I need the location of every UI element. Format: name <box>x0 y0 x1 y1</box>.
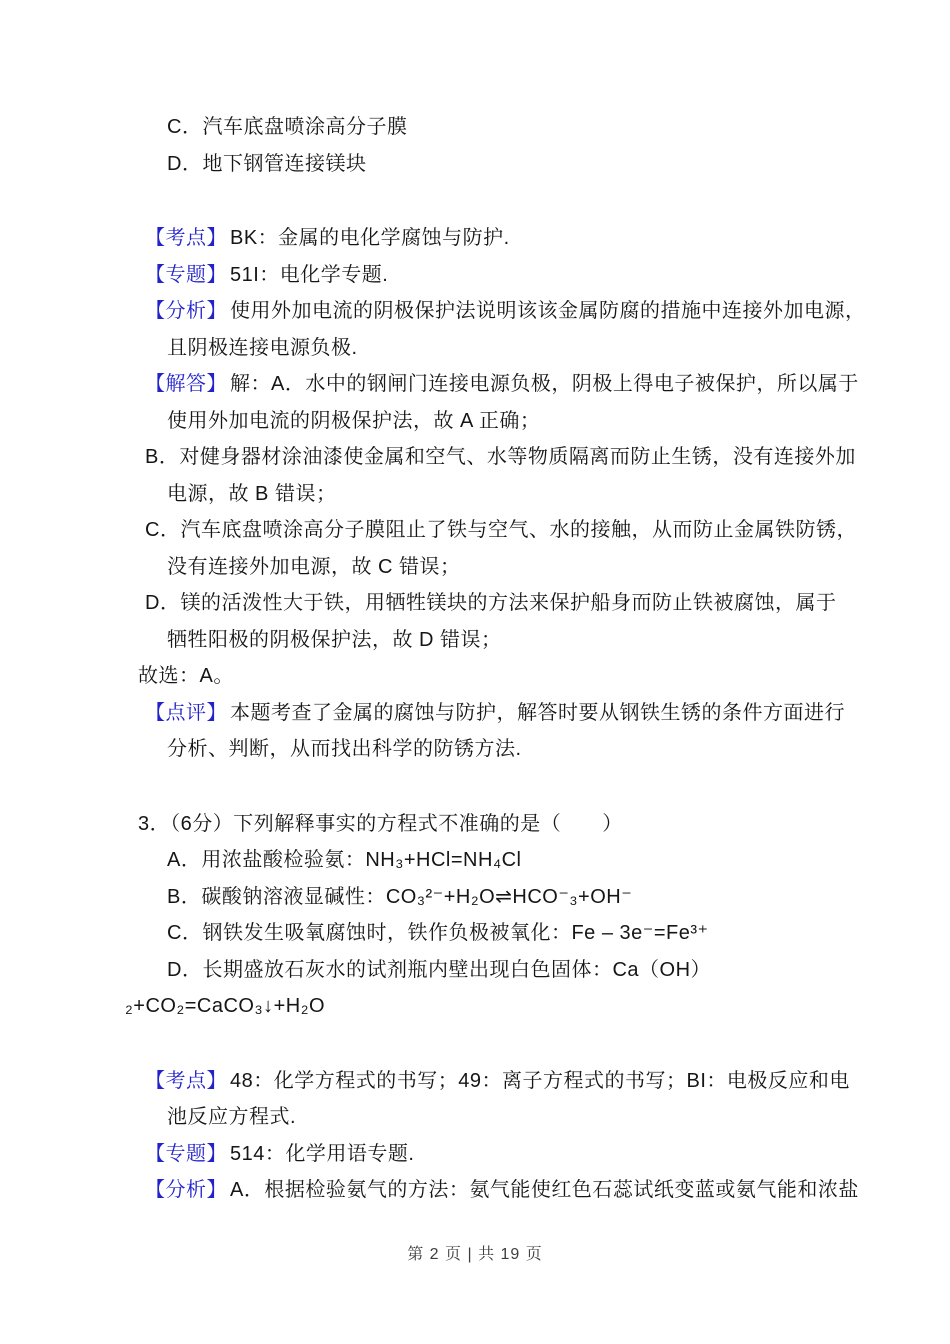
annotation-tag: 【点评】 <box>145 701 227 724</box>
annotation-tag: 【专题】 <box>145 263 227 286</box>
text-line <box>167 549 825 586</box>
page-number-label: 第 2 页 | 共 19 页 <box>407 1246 543 1263</box>
line-text: 牺牲阳极的阴极保护法，故 D 错误； <box>167 628 502 651</box>
text-line <box>167 622 825 659</box>
annotation-tag: 【解答】 <box>145 373 227 395</box>
annotation-line <box>145 1136 825 1173</box>
text-line <box>138 658 825 695</box>
annotation-line <box>145 257 825 294</box>
annotation-line <box>145 695 845 732</box>
text-line <box>167 403 825 440</box>
line-text: C．汽车底盘喷涂高分子膜阻止了铁与空气、水的接触，从而防止金属铁防锈， <box>145 519 857 541</box>
line-text: C．汽车底盘喷涂高分子膜 <box>167 116 408 138</box>
line-text: 分析、判断，从而找出科学的防锈方法. <box>167 738 522 760</box>
text-line <box>145 512 857 549</box>
line-text: 故选：A。 <box>138 665 234 687</box>
line-text: D．长期盛放石灰水的试剂瓶内壁出现白色固体：Ca（OH） <box>167 958 712 981</box>
line-text: 电源，故 B 错误； <box>167 482 337 505</box>
line-text: 没有连接外加电源，故 C 错误； <box>167 555 461 578</box>
annotation-line <box>145 220 825 257</box>
annotation-line <box>145 1172 859 1209</box>
text-line <box>167 879 825 916</box>
text-line <box>125 988 825 1025</box>
line-text: D．镁的活泼性大于铁，用牺牲镁块的方法来保护船身而防止铁被腐蚀，属于 <box>145 592 837 614</box>
line-text: BK：金属的电化学腐蚀与防护. <box>230 227 510 249</box>
annotation-tag: 【专题】 <box>145 1142 227 1165</box>
line-text: 解：A．水中的钢闸门连接电源负极，阴极上得电子被保护，所以属于 <box>230 373 859 395</box>
annotation-line <box>145 1063 850 1100</box>
line-text: 且阴极连接电源负极. <box>167 336 358 359</box>
text-line <box>167 1099 825 1136</box>
text-line <box>167 146 825 183</box>
line-text: 本题考查了金属的腐蚀与防护，解答时要从钢铁生锈的条件方面进行 <box>230 701 845 724</box>
text-line <box>145 439 856 476</box>
line-text: 514：化学用语专题. <box>230 1142 415 1165</box>
annotation-line <box>145 366 859 403</box>
page-footer <box>0 1244 950 1266</box>
annotation-tag: 【分析】 <box>145 1179 227 1201</box>
line-text: A．根据检验氨气的方法：氨气能使红色石蕊试纸变蓝或氨气能和浓盐 <box>230 1179 859 1201</box>
text-line <box>167 109 825 146</box>
annotation-tag: 【考点】 <box>145 1069 227 1092</box>
line-text: 48：化学方程式的书写；49：离子方程式的书写；BI：电极反应和电 <box>230 1069 850 1092</box>
line-text: 使用外加电流的阴极保护法，故 A 正确； <box>167 409 541 432</box>
text-line <box>167 842 825 879</box>
annotation-tag: 【考点】 <box>145 227 227 249</box>
line-text: A．用浓盐酸检验氨：NH₃+HCl=NH₄Cl <box>167 849 522 871</box>
line-text: D．地下钢管连接镁块 <box>167 152 367 175</box>
line-text: 使用外加电流的阴极保护法说明该该金属防腐的措施中连接外加电源， <box>230 300 866 322</box>
document-lines <box>125 109 866 1209</box>
line-text: ₂+CO₂=CaCO₃↓+H₂O <box>125 995 326 1017</box>
text-line <box>167 731 825 768</box>
line-text: B．碳酸钠溶液显碱性：CO₃²⁻+H₂O⇌HCO⁻₃+OH⁻ <box>167 885 633 908</box>
line-text: 51I：电化学专题. <box>230 263 389 286</box>
line-text: 池反应方程式. <box>167 1106 297 1128</box>
text-line <box>138 806 825 843</box>
text-line <box>145 585 837 622</box>
text-line <box>167 476 825 513</box>
line-text: C．钢铁发生吸氧腐蚀时，铁作负极被氧化：Fe – 3e⁻=Fe³⁺ <box>167 922 709 944</box>
text-line <box>167 330 825 367</box>
annotation-line <box>145 293 866 330</box>
line-text: 3．（6分）下列解释事实的方程式不准确的是（ ） <box>138 812 623 835</box>
text-line <box>167 915 825 952</box>
line-text: B．对健身器材涂油漆使金属和空气、水等物质隔离而防止生锈，没有连接外加 <box>145 446 856 468</box>
text-line <box>167 952 825 989</box>
annotation-tag: 【分析】 <box>145 300 227 322</box>
